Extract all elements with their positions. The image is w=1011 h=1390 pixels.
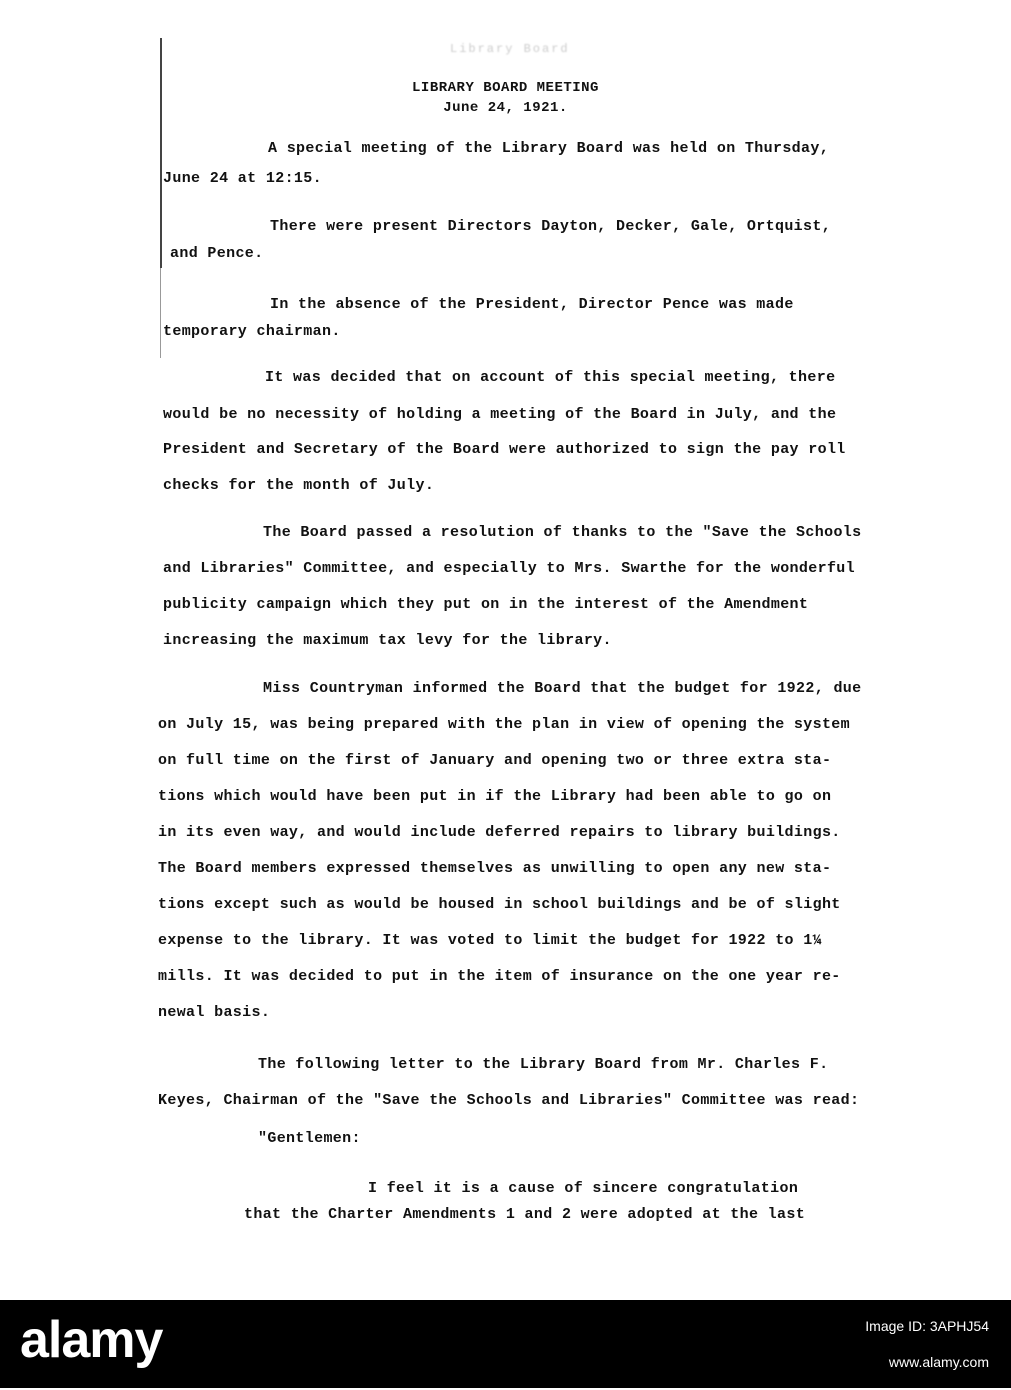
image-id: Image ID: 3APHJ54	[865, 1318, 989, 1334]
document-title: LIBRARY BOARD MEETING	[412, 80, 599, 96]
text-line: temporary chairman.	[163, 323, 341, 340]
text-line: checks for the month of July.	[163, 477, 435, 494]
text-line: publicity campaign which they put on in the interest of the Amendment	[163, 596, 809, 613]
text-line: expense to the library. It was voted to limit the budget for 1922 to 1¼	[158, 932, 822, 949]
footer	[0, 1300, 1011, 1390]
text-line: on July 15, was being prepared with the plan in view of opening the system	[158, 716, 851, 733]
margin-rule	[160, 38, 162, 268]
text-line: The Board members expressed themselves as unwilling to open any new sta-	[158, 860, 832, 877]
text-line: and Pence.	[170, 245, 264, 262]
faint-header: Library Board	[450, 42, 570, 56]
text-line: A special meeting of the Library Board was held on Thursday,	[268, 140, 830, 157]
text-line: increasing the maximum tax levy for the library.	[163, 632, 612, 649]
site-url: www.alamy.com	[888, 1354, 989, 1370]
text-line: tions except such as would be housed in school buildings and be of slight	[158, 896, 841, 913]
footer-bar	[0, 1300, 1011, 1388]
text-line: "Gentlemen:	[258, 1130, 361, 1147]
text-line: President and Secretary of the Board were authorized to sign the pay roll	[163, 441, 846, 458]
text-line: Keyes, Chairman of the "Save the Schools and Libraries" Committee was read:	[158, 1092, 860, 1109]
document-date: June 24, 1921.	[443, 100, 568, 116]
text-line: mills. It was decided to put in the item of insurance on the one year re-	[158, 968, 841, 985]
text-line: and Libraries" Committee, and especially to Mrs. Swarthe for the wonderful	[163, 560, 856, 577]
text-line: It was decided that on account of this special meeting, there	[265, 369, 836, 386]
text-line: tions which would have been put in if the Library had been able to go on	[158, 788, 832, 805]
text-line: There were present Directors Dayton, Decker, Gale, Ortquist,	[270, 218, 832, 235]
text-line: The Board passed a resolution of thanks to the "Save the Schools	[263, 524, 862, 541]
text-line: In the absence of the President, Director Pence was made	[270, 296, 794, 313]
text-line: in its even way, and would include deferred repairs to library buildings.	[158, 824, 841, 841]
text-line: on full time on the first of January and opening two or three extra sta-	[158, 752, 832, 769]
text-line: newal basis.	[158, 1004, 271, 1021]
text-line: Miss Countryman informed the Board that the budget for 1922, due	[263, 680, 862, 697]
text-line: I feel it is a cause of sincere congratulation	[368, 1180, 799, 1197]
text-line: June 24 at 12:15.	[163, 170, 322, 187]
alamy-logo: alamy	[20, 1311, 163, 1369]
text-line: would be no necessity of holding a meeting of the Board in July, and the	[163, 406, 837, 423]
text-line: The following letter to the Library Board from Mr. Charles F.	[258, 1056, 829, 1073]
text-line: that the Charter Amendments 1 and 2 were adopted at the last	[244, 1206, 806, 1223]
margin-rule-lower	[160, 268, 161, 358]
